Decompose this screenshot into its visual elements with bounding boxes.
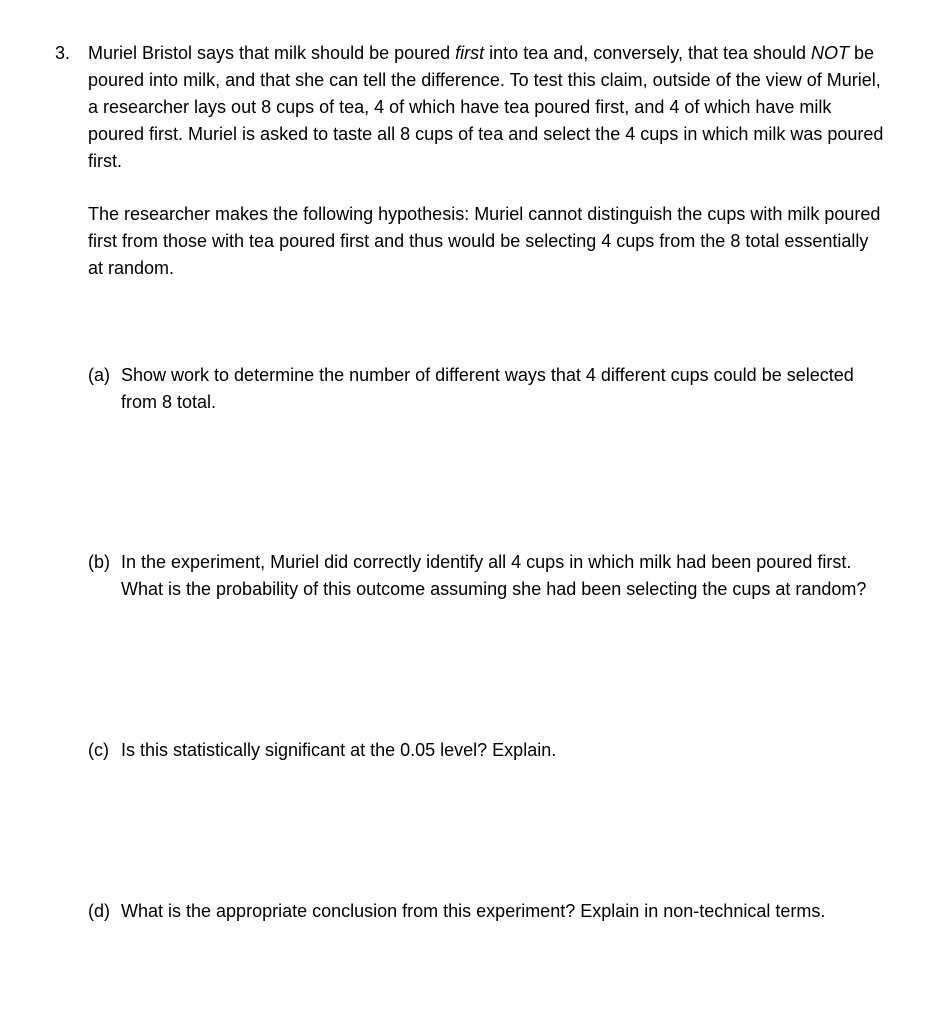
part-d — [88, 898, 888, 925]
part-a-text: Show work to determine the number of different ways that 4 different cups could be selected from 8 total. — [121, 365, 854, 412]
part-a — [88, 362, 888, 416]
part-b-label: (b) — [88, 552, 110, 572]
intro-text-2: into tea and, conversely, that tea should — [484, 43, 812, 63]
intro-text-3: be poured into milk, and that she can tell the difference. To test this claim, outside of the view of Muriel, a researcher lays out 8 cups of tea, 4 of which have tea poured first, and 4 of which have milk poured first. Muriel is asked to taste all 8 cups of tea and select the 4 cups in which milk was poured first. — [88, 43, 884, 171]
question-number: 3. — [55, 43, 71, 63]
intro-text-1: Muriel Bristol says that milk should be poured — [88, 43, 456, 63]
hypothesis-paragraph: The researcher makes the following hypothesis: Muriel cannot distinguish the cups with milk poured first from those with tea poured first and thus would be selecting 4 cups from the 8 total essentially at random. — [88, 204, 881, 278]
part-d-text: What is the appropriate conclusion from this experiment? Explain in non-technical terms. — [121, 901, 826, 921]
part-d-label: (d) — [88, 901, 110, 921]
question-intro — [88, 40, 888, 175]
part-c-label: (c) — [88, 740, 109, 760]
part-a-label: (a) — [88, 365, 110, 385]
part-b-text: In the experiment, Muriel did correctly identify all 4 cups in which milk had been poured first. What is the probability of this outcome assuming she had been selecting the cups at random? — [121, 552, 867, 599]
intro-emphasis-first: first — [455, 43, 485, 63]
intro-emphasis-not: NOT — [811, 43, 850, 63]
part-c — [88, 737, 888, 764]
part-c-text: Is this statistically significant at the 0.05 level? Explain. — [121, 740, 557, 760]
part-b — [88, 549, 888, 603]
